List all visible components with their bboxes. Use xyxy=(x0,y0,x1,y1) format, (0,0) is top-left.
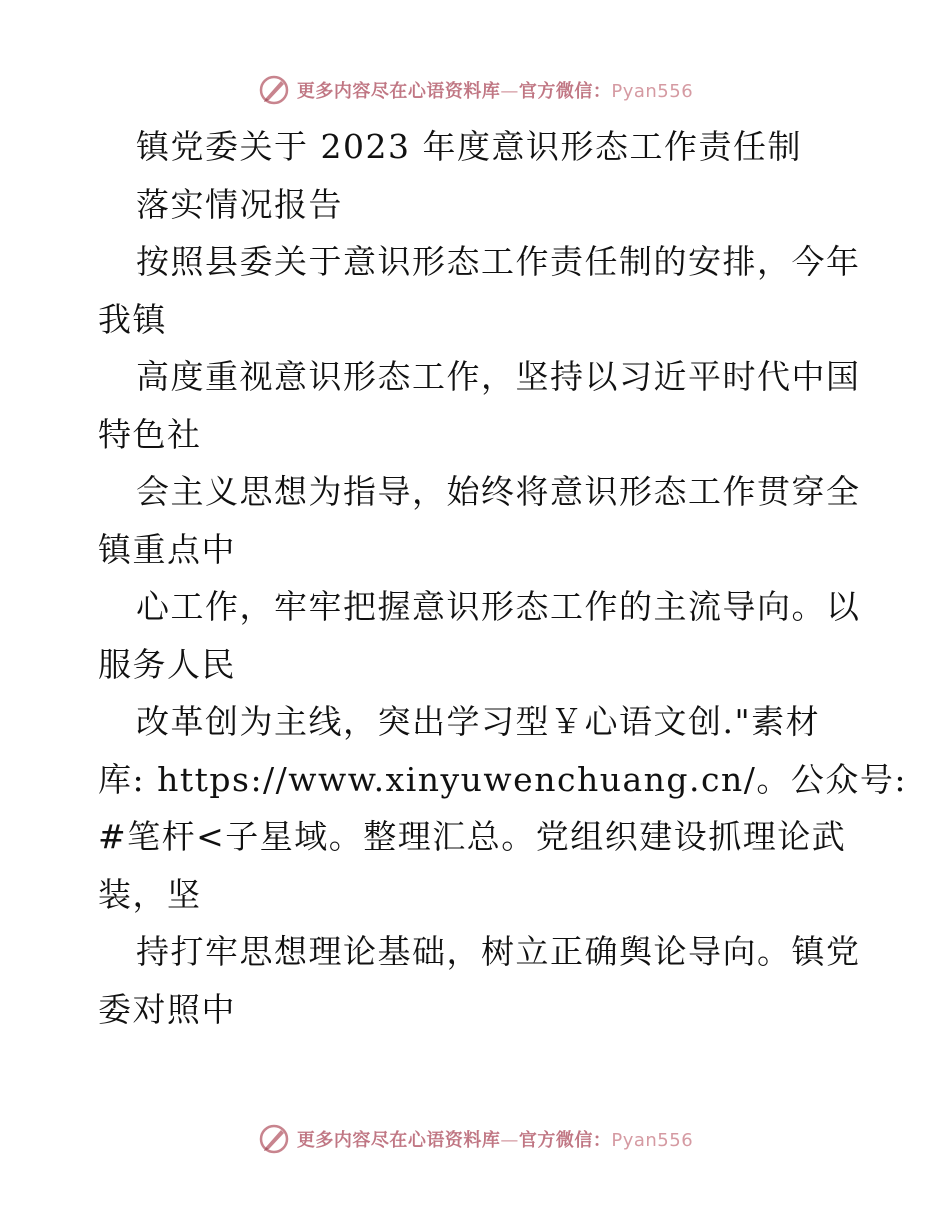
paragraph-line: 特色社 xyxy=(98,414,202,454)
quill-pen-logo-icon xyxy=(257,73,291,107)
footer-watermark-banner xyxy=(0,1119,950,1159)
header-watermark-text xyxy=(297,77,693,103)
footer-watermark-text xyxy=(297,1126,693,1152)
paragraph-line: 我镇 xyxy=(98,299,167,339)
banner-wechat-label: 官方微信： xyxy=(518,81,612,102)
paragraph-line: 高度重视意识形态工作，坚持以习近平时代中国 xyxy=(136,357,861,396)
paragraph-line: 持打牢思想理论基础，树立正确舆论导向。镇党 xyxy=(136,932,861,971)
paragraph-line: 改革创为主线，突出学习型￥心语文创."素材 xyxy=(136,702,821,741)
paragraph-line: 会主义思想为指导，始终将意识形态工作贯穿全 xyxy=(136,472,861,511)
header-watermark-banner xyxy=(0,70,950,110)
quill-pen-logo-icon xyxy=(257,1122,291,1156)
title-line-1: 镇党委关于 2023 年度意识形态工作责任制 xyxy=(136,127,802,166)
banner-separator: — xyxy=(500,1130,519,1151)
paragraph-line: 按照县委关于意识形态工作责任制的安排，今年 xyxy=(136,242,861,281)
paragraph-line: 心工作，牢牢把握意识形态工作的主流导向。以 xyxy=(136,587,861,626)
paragraph-line: 委对照中 xyxy=(98,989,236,1029)
banner-wechat-id: Pyan556 xyxy=(611,1130,694,1151)
paragraph-line: 镇重点中 xyxy=(98,529,236,569)
document-body xyxy=(98,118,907,1038)
paragraph-line: 服务人民 xyxy=(98,644,236,684)
banner-separator: — xyxy=(500,81,519,102)
paragraph-line: #笔杆<子星域。整理汇总。党组织建设抓理论武 xyxy=(98,817,847,856)
banner-site-text: 更多内容尽在心语资料库 xyxy=(296,81,501,102)
banner-site-text: 更多内容尽在心语资料库 xyxy=(296,1130,501,1151)
banner-wechat-id: Pyan556 xyxy=(611,81,694,102)
title-line-2: 落实情况报告 xyxy=(136,184,343,224)
paragraph-line: 装，坚 xyxy=(98,874,202,914)
paragraph-line: 库: https://www.xinyuwenchuang.cn/。公众号: xyxy=(98,759,907,799)
banner-wechat-label: 官方微信： xyxy=(518,1130,612,1151)
